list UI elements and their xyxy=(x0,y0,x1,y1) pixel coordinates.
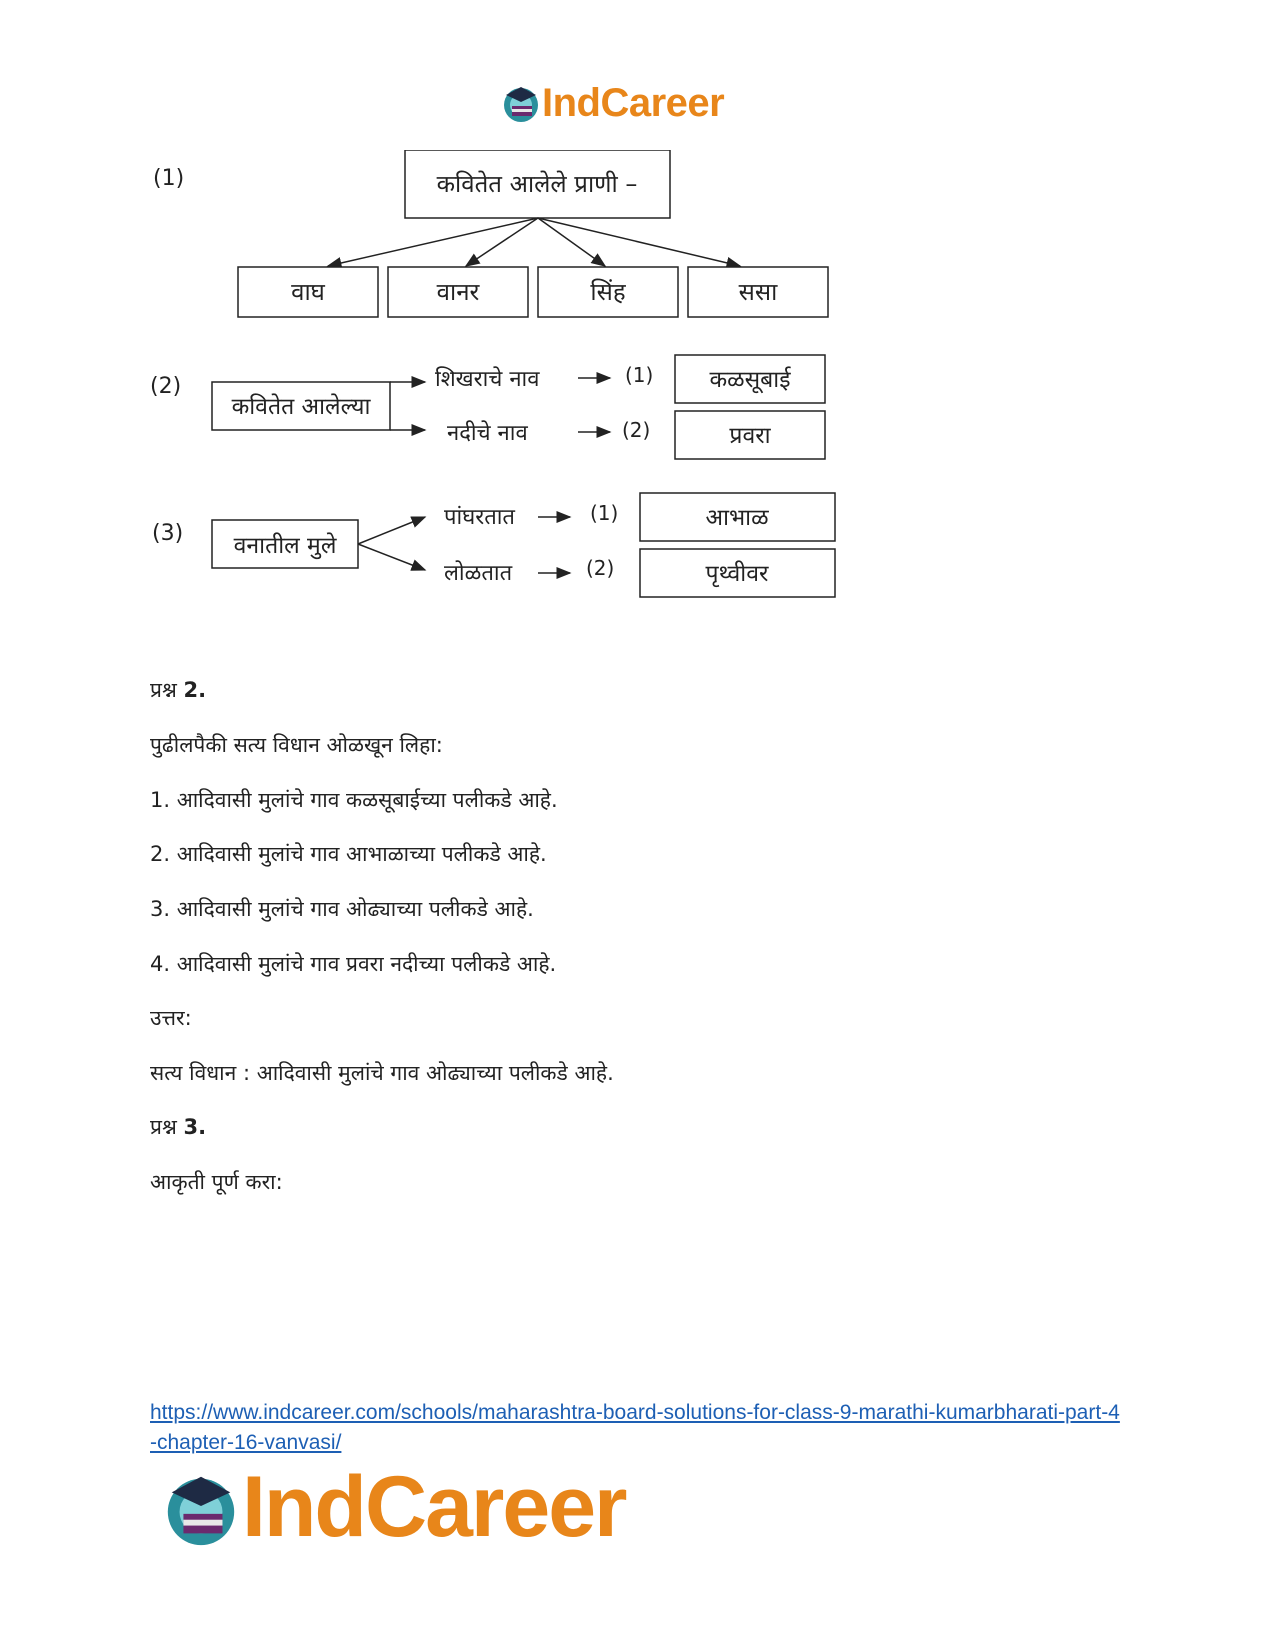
question-2-text: पुढीलपैकी सत्य विधान ओळखून लिहा: xyxy=(150,733,443,757)
part2-row-num: (1) xyxy=(625,363,654,387)
question-number: 3. xyxy=(183,1115,207,1139)
part3-answer-text: आभाळ xyxy=(705,505,769,531)
question-3-text: आकृती पूर्ण करा: xyxy=(150,1170,283,1194)
indcareer-logo-top xyxy=(500,78,724,128)
graduation-globe-icon xyxy=(160,1467,242,1549)
part3-answer-text: पृथ्वीवर xyxy=(705,561,769,587)
part1-child-text: ससा xyxy=(738,278,778,306)
option-item: 1. आदिवासी मुलांचे गाव कळसूबाईच्या पलीकडे आहे. xyxy=(150,788,558,812)
logo-wordmark: IndCareer xyxy=(542,80,725,125)
part1-label: (1) xyxy=(153,166,185,191)
part2-root-text: कवितेत आलेल्या xyxy=(231,394,371,420)
part3-row-num: (2) xyxy=(586,556,615,580)
question-prefix: प्रश्न xyxy=(150,678,177,702)
answer-text: सत्य विधान : आदिवासी मुलांचे गाव ओढ्याच्या पलीकडे आहे. xyxy=(150,1061,614,1085)
part2-answer-text: प्रवरा xyxy=(729,423,771,449)
question-number: 2. xyxy=(183,678,207,702)
logo-wordmark: IndCareer xyxy=(242,1459,626,1555)
source-url-link[interactable]: https://www.indcareer.com/schools/maharashtra-board-solutions-for-class-9-marathi-kumarbharati-part-4-chapter-16-vanvasi/ xyxy=(150,1401,1120,1454)
part1-root-text: कवितेत आलेले प्राणी – xyxy=(436,170,638,198)
option-item: 4. आदिवासी मुलांचे गाव प्रवरा नदीच्या पलीकडे आहे. xyxy=(150,952,557,976)
part1-child-text: वाघ xyxy=(291,278,325,306)
part2-label: (2) xyxy=(150,374,182,399)
part3-row-num: (1) xyxy=(590,501,619,525)
part2-answer-text: कळसूबाई xyxy=(709,367,791,393)
answer-label: उत्तर: xyxy=(150,1006,192,1030)
option-item: 2. आदिवासी मुलांचे गाव आभाळाच्या पलीकडे आहे. xyxy=(150,842,547,866)
part1-child-text: सिंह xyxy=(590,278,626,306)
part3-label: (3) xyxy=(152,521,184,546)
part2-row-text: शिखराचे नाव xyxy=(435,367,540,392)
question-prefix: प्रश्न xyxy=(150,1115,177,1139)
question-2-heading xyxy=(150,676,206,704)
part2-row-text: नदीचे नाव xyxy=(447,421,528,446)
question-3-heading xyxy=(150,1113,206,1141)
activity-diagram xyxy=(150,150,890,630)
part3-row-text: लोळतात xyxy=(444,561,513,586)
part2-row-num: (2) xyxy=(622,418,651,442)
part3-row-text: पांघरतात xyxy=(444,505,515,530)
indcareer-logo-bottom xyxy=(160,1460,626,1555)
part1-child-text: वानर xyxy=(436,278,480,306)
graduation-globe-icon xyxy=(500,82,542,124)
part3-root-text: वनातील मुले xyxy=(233,533,337,559)
option-item: 3. आदिवासी मुलांचे गाव ओढ्याच्या पलीकडे आहे. xyxy=(150,897,534,921)
